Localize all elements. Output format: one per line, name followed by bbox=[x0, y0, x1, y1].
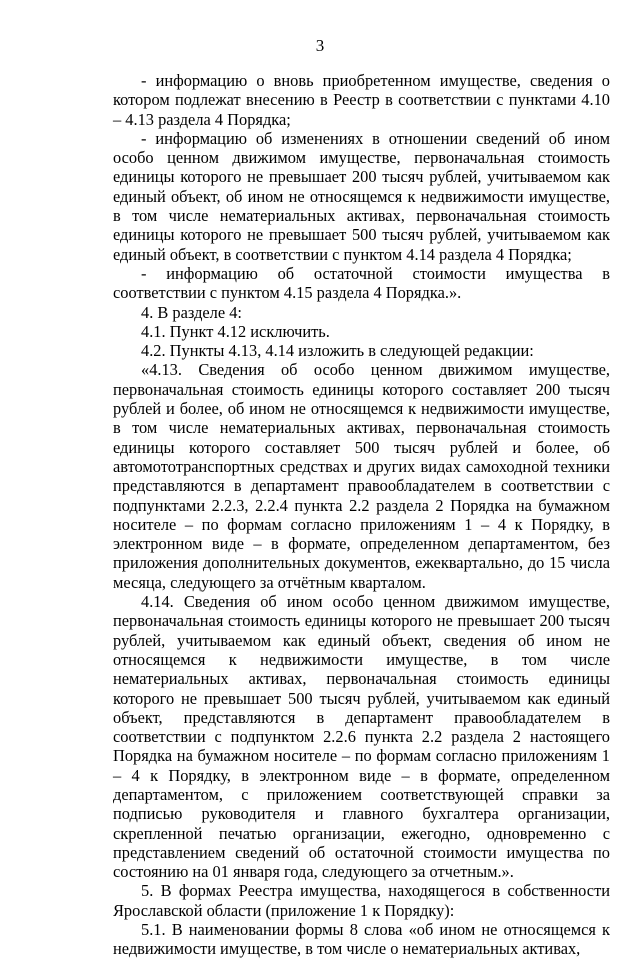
paragraph-item-4-1: 4.1. Пункт 4.12 исключить. bbox=[141, 321, 330, 341]
paragraph-clause-4-14: 4.14. Сведения об ином особо ценном движимом имуществе, первоначальная стоимость единицы которого не превышает 200 тысяч рублей, учитываемом как единый объект, сведения об ином не относящемся к недвижимости имуществе, в том числе нематериальных активах, первоначальная стоимость единицы которого не превышает 500 тысяч рублей, учитываемом как единый объект, представляются в департамент правообладателем в соответствии с подпунктом 2.2.6 пункта 2.2 раздела 2 настоящего Порядка на бумажном носителе – по формам согласно приложениям 1 – 4 к Порядку, в электронном виде – в формате, определенном департаментом, с приложением соответствующей справки за подписью руководителя и главного бухгалтера организации, скрепленной печатью организации, ежегодно, одновременно с представлением сведений об остаточной стоимости имущества по состоянию на 01 января года, следующего за отчетным.». bbox=[113, 592, 610, 882]
paragraph-residual-value-info: - информацию об остаточной стоимости имущества в соответствии с пунктом 4.15 раздела 4 Порядка.». bbox=[113, 263, 610, 303]
paragraph-item-5: 5. В формах Реестра имущества, находящегося в собственности Ярославской области (приложение 1 к Порядку): bbox=[113, 881, 610, 920]
paragraph-changes-info: - информацию об изменениях в отношении сведений об ином особо ценном движимом имуществе, первоначальная стоимость единицы которого не превышает 200 тысяч рублей, учитываемом как единый объект, об ином не относящемся к недвижимости имуществе, в том числе нематериальных активах, первоначальная стоимость единицы которого не превышает 500 тысяч рублей, учитываемом как единый объект, в соответствии с пунктом 4.14 раздела 4 Порядка; bbox=[113, 128, 610, 264]
document-body bbox=[113, 71, 610, 959]
paragraph-item-5-1: 5.1. В наименовании формы 8 слова «об ином не относящемся к недвижимости имуществе, в том числе о нематериальных активах, bbox=[113, 920, 610, 959]
paragraph-section-4: 4. В разделе 4: bbox=[141, 302, 242, 322]
page-number: 3 bbox=[315, 36, 325, 55]
paragraph-new-property-info: - информацию о вновь приобретенном имуществе, сведения о котором подлежат внесению в Реестр в соответствии с пунктами 4.10 – 4.13 раздела 4 Порядка; bbox=[113, 71, 610, 129]
paragraph-clause-4-13: «4.13. Сведения об особо ценном движимом имуществе, первоначальная стоимость единицы которого составляет 200 тысяч рублей и более, об ином не относящемся к недвижимости имуществе, в том числе нематериальных активах, первоначальная стоимость единицы которого составляет 500 тысяч рублей и более, об автомототранспортных средствах и других видах самоходной техники представляются в департамент правообладателем в соответствии с подпунктами 2.2.3, 2.2.4 пункта 2.2 раздела 2 Порядка на бумажном носителе – по формам согласно приложениям 1 – 4 к Порядку, в электронном виде – в формате, определенном департаментом, без приложения дополнительных документов, ежеквартально, до 15 числа месяца, следующего за отчётным кварталом. bbox=[113, 360, 610, 592]
paragraph-item-4-2: 4.2. Пункты 4.13, 4.14 изложить в следующей редакции: bbox=[141, 341, 534, 361]
